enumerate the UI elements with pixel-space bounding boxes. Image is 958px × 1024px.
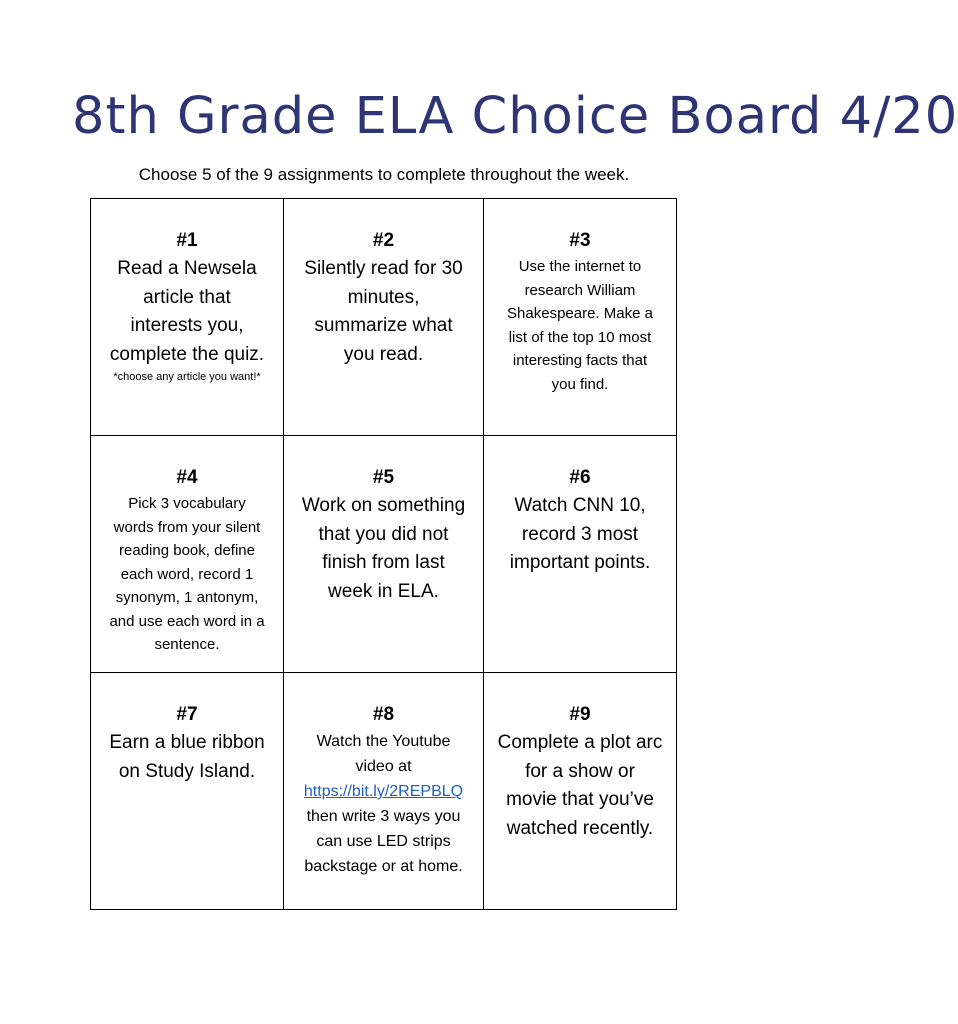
choice-text-line: sentence.	[154, 636, 220, 653]
choice-text-line: that you did not	[318, 523, 449, 545]
choice-text-line: reading book, define	[119, 542, 255, 559]
choice-text-line: important points.	[509, 552, 651, 573]
choice-number: #4	[176, 467, 198, 488]
choice-text-line: interests you,	[130, 315, 244, 336]
choice-text-line: article that	[143, 286, 231, 308]
choice-text-line: interesting facts that	[512, 352, 648, 369]
instructions-text: Choose 5 of the 9 assignments to complete throughout the week.	[138, 165, 630, 184]
choice-text-line: can use LED strips	[316, 833, 451, 850]
choice-text-line: finish from last	[322, 552, 445, 573]
choice-cell-4	[91, 436, 284, 673]
board-row-1	[91, 199, 677, 436]
choice-text	[95, 729, 279, 786]
choice-board-grid	[90, 198, 677, 910]
choice-cell-5	[284, 436, 484, 673]
choice-text	[488, 255, 672, 396]
choice-text-line: Complete a plot arc	[497, 732, 663, 753]
choice-number: #2	[372, 230, 395, 251]
choice-text	[288, 729, 479, 879]
choice-text-line: research William	[524, 281, 636, 299]
choice-number: #1	[176, 230, 198, 251]
choice-text-line: backstage or at home.	[304, 858, 463, 875]
choice-text-line: summarize what	[314, 315, 453, 336]
choice-text-line: movie that you’ve	[506, 789, 654, 810]
choice-number: #6	[569, 467, 591, 488]
choice-text-line: synonym, 1 antonym,	[115, 589, 259, 606]
choice-text-line: Use the internet to	[518, 258, 642, 275]
choice-text-line: words from your silent	[113, 518, 261, 536]
choice-text-line: Shakespeare. Make a	[507, 305, 653, 322]
choice-text	[95, 255, 279, 369]
choice-text	[288, 255, 479, 369]
choice-cell-8	[284, 673, 484, 910]
choice-text-line: Silently read for 30	[304, 258, 463, 279]
choice-cell-3	[484, 199, 677, 436]
choice-note: *choose any article you want!*	[113, 371, 261, 383]
choice-cell-2	[284, 199, 484, 436]
choice-number: #5	[372, 467, 395, 488]
page-title: 8th Grade ELA Choice Board 4/20	[72, 87, 958, 146]
board-row-3	[91, 673, 677, 910]
choice-text-line: list of the top 10 most	[508, 328, 652, 346]
choice-cell-1	[91, 199, 284, 436]
choice-text-line: you read.	[343, 343, 424, 365]
youtube-video-link[interactable]: https://bit.ly/2REPBLQ	[303, 783, 464, 800]
choice-text-line: Pick 3 vocabulary	[128, 495, 246, 512]
choice-text-line: video at	[355, 758, 412, 775]
choice-text-line: Earn a blue ribbon	[109, 732, 265, 753]
choice-text-line: you find.	[551, 375, 609, 393]
choice-text-line: Read a Newsela	[117, 258, 257, 279]
choice-cell-7	[91, 673, 284, 910]
choice-text-line: record 3 most	[521, 523, 639, 545]
choice-text	[288, 492, 479, 606]
choice-text	[95, 492, 279, 657]
choice-text-line: Watch CNN 10,	[514, 495, 646, 516]
choice-text-line: Watch the Youtube	[316, 733, 451, 750]
choice-cell-9	[484, 673, 677, 910]
choice-number: #3	[569, 230, 591, 251]
choice-text-line: on Study Island.	[118, 760, 256, 782]
choice-text	[488, 492, 672, 578]
choice-text-line: for a show or	[525, 760, 635, 782]
choice-text-line: then write 3 ways you	[306, 808, 461, 825]
choice-text-line: Work on something	[301, 495, 466, 516]
choice-text-line: week in ELA.	[328, 580, 439, 602]
choice-text-line: and use each word in a	[109, 612, 265, 630]
choice-number: #7	[176, 704, 198, 725]
choice-cell-6	[484, 436, 677, 673]
choice-number: #9	[569, 704, 591, 725]
choice-text-line: each word, record 1	[120, 565, 254, 583]
choice-text-line: minutes,	[347, 286, 420, 308]
board-row-2	[91, 436, 677, 673]
choice-text-line: complete the quiz.	[109, 343, 265, 365]
choice-number: #8	[372, 704, 395, 725]
choice-text	[488, 729, 672, 843]
choice-text-line: watched recently.	[506, 817, 654, 839]
